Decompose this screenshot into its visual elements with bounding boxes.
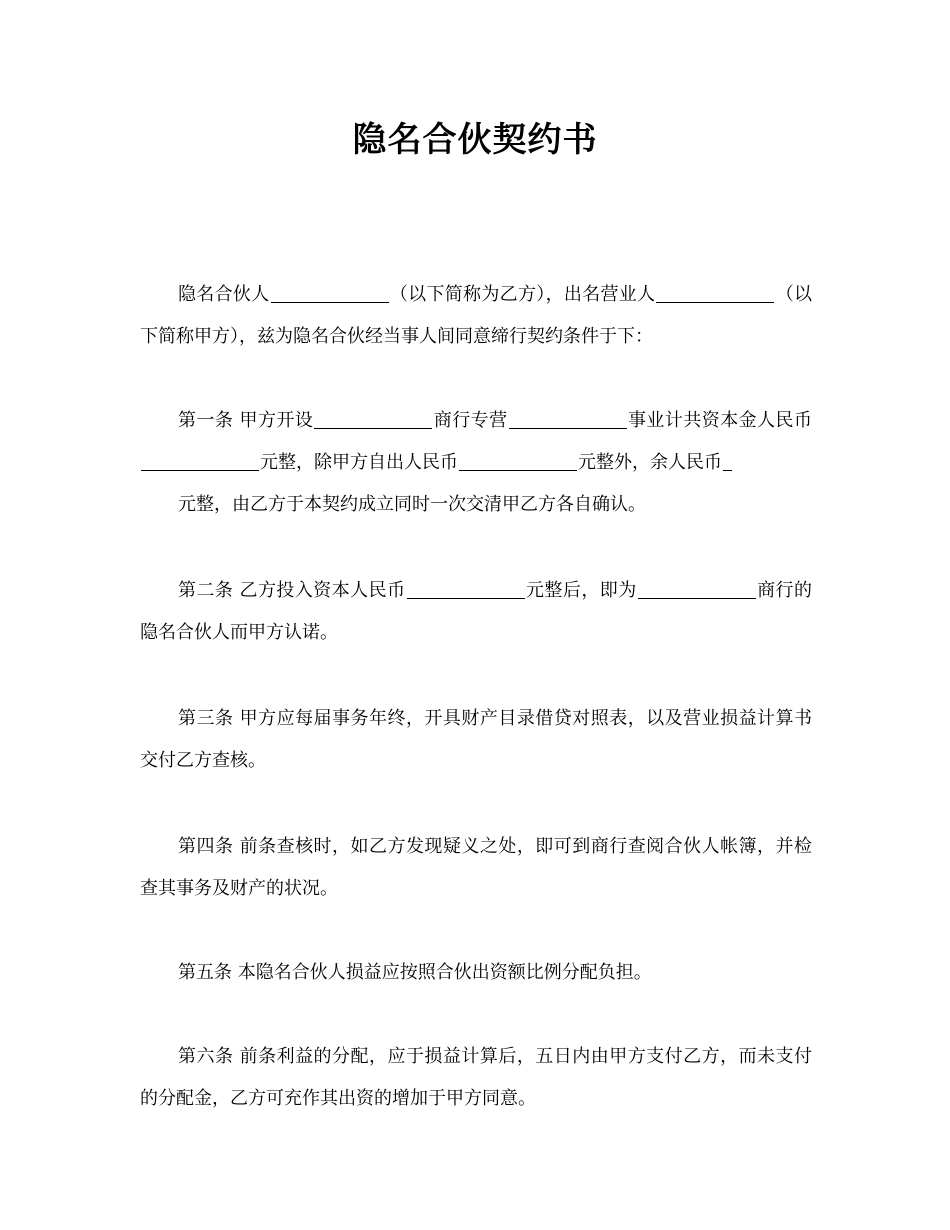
preamble-text-3: （以 bbox=[775, 284, 813, 305]
preamble-text-2: （以下简称为乙方），出名营业人 bbox=[389, 284, 656, 305]
article-5-paragraph bbox=[140, 952, 812, 994]
party-b-capital-blank[interactable] bbox=[407, 580, 525, 599]
article-4-text-2: 查其事务及财产的状况。 bbox=[140, 878, 338, 899]
document-title: 隐名合伙契约书 bbox=[352, 120, 598, 160]
article-1-text-6: 元整外，余人民币 bbox=[578, 452, 722, 473]
managing-partner-name-blank[interactable] bbox=[656, 284, 774, 303]
total-capital-blank[interactable] bbox=[141, 452, 259, 471]
article-2-text-3: 商行 bbox=[756, 580, 794, 601]
firm-name-blank[interactable] bbox=[314, 410, 432, 429]
article-2-text-4: 的隐名合伙人而甲方认诺。 bbox=[140, 580, 812, 643]
article-2-text-2: 元整后，即为 bbox=[525, 580, 637, 601]
preamble-text-1: 隐名合伙人 bbox=[178, 284, 270, 305]
preamble-text-4: 下简称甲方），兹为隐名合伙经当事人间同意缔行契约条件于下： bbox=[140, 326, 653, 347]
article-2-text-1: 第二条 乙方投入资本人民币 bbox=[178, 580, 406, 601]
article-5-text-1: 第五条 本隐名合伙人损益应按照合伙出资额比例分配负担。 bbox=[178, 962, 652, 983]
article-1-text-4: 币 bbox=[794, 410, 812, 431]
article-1-paragraph bbox=[140, 400, 812, 526]
preamble-paragraph bbox=[140, 274, 812, 358]
article-6-text-1: 第六条 前条利益的分配，应于损益计算后，五日内由甲方支付乙方，而未支付 bbox=[178, 1046, 812, 1067]
silent-partner-name-blank[interactable] bbox=[271, 284, 389, 303]
article-1-text-5: 元整，除甲方自出人民币 bbox=[260, 452, 458, 473]
article-4-text-1: 第四条 前条查核时，如乙方发现疑义之处，即可到商行查阅合伙人帐簿，并检 bbox=[178, 836, 812, 857]
article-1-text-7: 元整，由乙方于本契约成立同时一次交清甲乙方各自确认。 bbox=[178, 494, 646, 515]
article-1-text-3: 事业计共资本金人民 bbox=[627, 410, 794, 431]
remaining-capital-blank[interactable] bbox=[723, 452, 732, 471]
article-1-text-1: 第一条 甲方开设 bbox=[178, 410, 314, 431]
business-type-blank[interactable] bbox=[509, 410, 627, 429]
article-3-paragraph bbox=[140, 698, 812, 782]
article-6-text-2: 的分配金，乙方可充作其出资的增加于甲方同意。 bbox=[140, 1088, 536, 1109]
article-6-paragraph bbox=[140, 1036, 812, 1120]
party-a-capital-blank[interactable] bbox=[459, 452, 577, 471]
article-3-text-1: 第三条 甲方应每届事务年终，开具财产目录借贷对照表，以及营业损益计算书 bbox=[178, 708, 812, 729]
firm-name-blank-2[interactable] bbox=[638, 580, 756, 599]
article-3-text-2: 交付乙方查核。 bbox=[140, 750, 266, 771]
article-2-paragraph bbox=[140, 570, 812, 654]
article-4-paragraph bbox=[140, 826, 812, 910]
article-1-text-2: 商行专营 bbox=[433, 410, 508, 431]
